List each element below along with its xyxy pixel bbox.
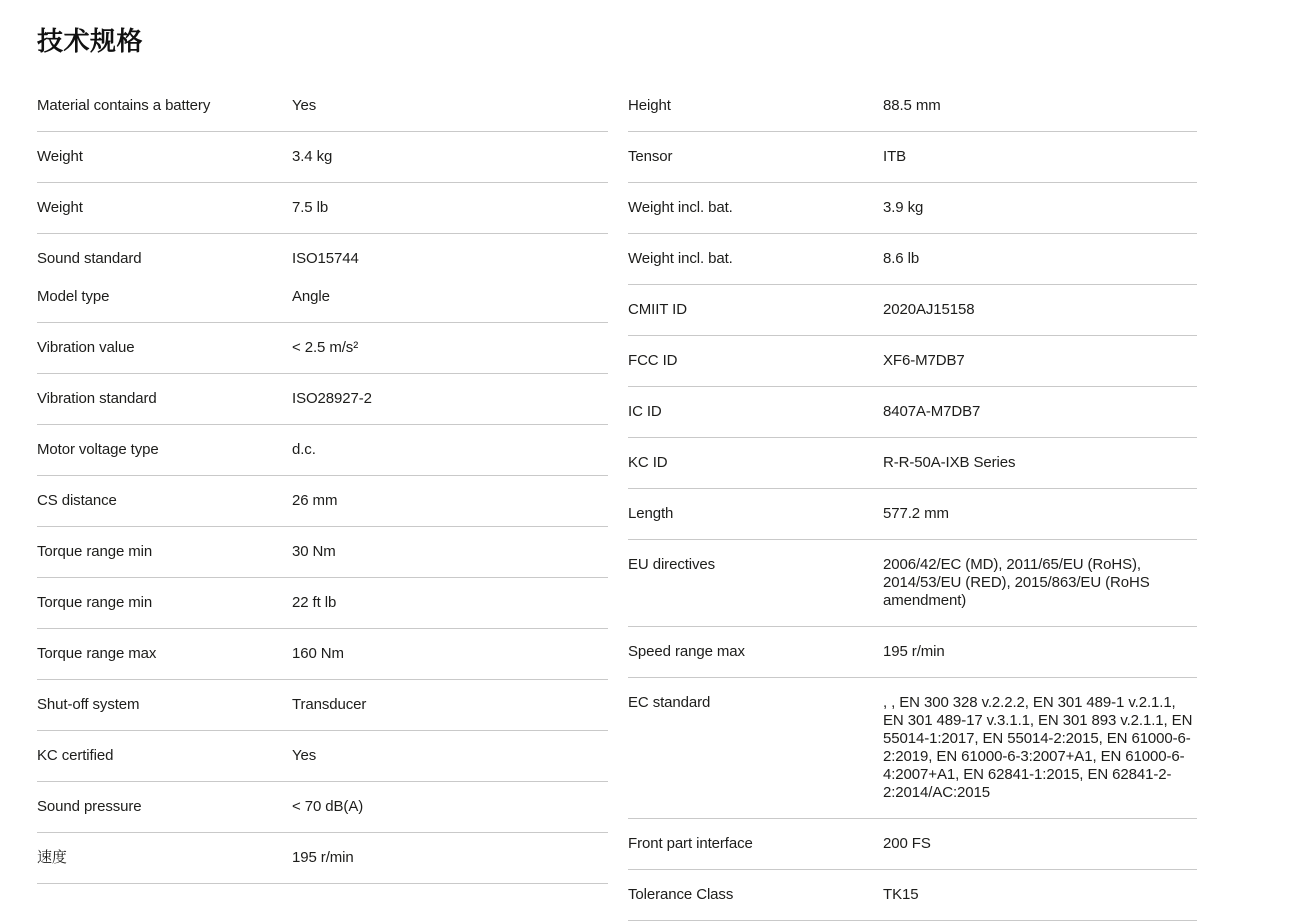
spec-value: d.c.: [292, 441, 316, 459]
spec-value: 3.4 kg: [292, 148, 333, 166]
spec-value: 160 Nm: [292, 645, 344, 663]
spec-label: Tensor: [628, 148, 673, 166]
spec-label: IC ID: [628, 403, 662, 421]
page-title: 技术规格: [37, 26, 144, 56]
spec-row: [628, 81, 1197, 132]
spec-value: 30 Nm: [292, 543, 336, 561]
spec-label: Weight incl. bat.: [628, 250, 733, 268]
spec-columns: [37, 81, 1293, 921]
spec-value: , , EN 300 328 v.2.2.2, EN 301 489-1 v.2.1.1, EN 301 489-17 v.3.1.1, EN 301 893 v.2.1.1, EN 55014-1:2017, EN 55014-2:2015, EN 61000-6-2:2019, EN 61000-6-3:2007+A1, EN 61000-6-4:2007+A1, EN 62841-1:2015, EN 62841-2-2:2014/AC:2015: [883, 694, 1193, 802]
spec-label: Sound pressure: [37, 798, 142, 816]
spec-label: Model type: [37, 288, 110, 306]
spec-row: [37, 425, 608, 476]
spec-value: Yes: [292, 97, 317, 115]
spec-label: CMIIT ID: [628, 301, 687, 319]
spec-value: 8.6 lb: [883, 250, 920, 268]
spec-label: CS distance: [37, 492, 117, 510]
spec-row: [628, 438, 1197, 489]
spec-value: 8407A-M7DB7: [883, 403, 981, 421]
spec-row: [37, 629, 608, 680]
spec-row: [37, 680, 608, 731]
spec-column-left: [37, 81, 608, 884]
spec-label: Torque range min: [37, 543, 153, 561]
spec-row: [628, 336, 1197, 387]
spec-label: Weight incl. bat.: [628, 199, 733, 217]
spec-value: XF6-M7DB7: [883, 352, 965, 370]
spec-label: KC certified: [37, 747, 114, 765]
spec-label: Sound standard: [37, 250, 142, 268]
spec-row: [628, 285, 1197, 336]
spec-value: Angle: [292, 288, 330, 306]
spec-value: Yes: [292, 747, 317, 765]
spec-label: Torque range max: [37, 645, 157, 663]
spec-label: Torque range min: [37, 594, 153, 612]
spec-value: 26 mm: [292, 492, 338, 510]
spec-row: [37, 731, 608, 782]
spec-row: [37, 81, 608, 132]
spec-value: 577.2 mm: [883, 505, 949, 523]
spec-row: [37, 833, 608, 884]
spec-label: Material contains a battery: [37, 97, 211, 115]
spec-value: 195 r/min: [883, 643, 945, 661]
spec-row: [37, 183, 608, 234]
spec-value: 88.5 mm: [883, 97, 941, 115]
spec-label: EC standard: [628, 694, 711, 712]
spec-label: Motor voltage type: [37, 441, 159, 459]
spec-value: 2006/42/EC (MD), 2011/65/EU (RoHS), 2014/53/EU (RED), 2015/863/EU (RoHS amendment): [883, 556, 1150, 610]
spec-value: 195 r/min: [292, 849, 354, 867]
spec-row: [37, 374, 608, 425]
spec-value: ITB: [883, 148, 907, 166]
spec-value: ISO28927-2: [292, 390, 372, 408]
spec-value: Transducer: [292, 696, 367, 714]
spec-row: [37, 527, 608, 578]
spec-value: TK15: [883, 886, 919, 904]
spec-row: [628, 678, 1197, 819]
spec-row: [37, 476, 608, 527]
spec-label: Vibration value: [37, 339, 135, 357]
spec-row: [37, 578, 608, 629]
spec-value: ISO15744: [292, 250, 359, 268]
spec-label: Speed range max: [628, 643, 745, 661]
spec-label: Vibration standard: [37, 390, 157, 408]
spec-label: FCC ID: [628, 352, 678, 370]
spec-row: [37, 132, 608, 183]
spec-row: [628, 132, 1197, 183]
spec-label: Weight: [37, 199, 83, 217]
spec-label: Shut-off system: [37, 696, 140, 714]
spec-label: EU directives: [628, 556, 716, 574]
spec-label: Height: [628, 97, 671, 115]
spec-value: 7.5 lb: [292, 199, 329, 217]
spec-label: Length: [628, 505, 674, 523]
spec-value: < 2.5 m/s²: [292, 339, 359, 357]
spec-label: KC ID: [628, 454, 668, 472]
spec-row: [628, 183, 1197, 234]
spec-row: [628, 234, 1197, 285]
spec-column-right: [628, 81, 1197, 921]
spec-value: 3.9 kg: [883, 199, 924, 217]
spec-label: 速度: [37, 849, 67, 867]
spec-row: [37, 782, 608, 833]
spec-label: Weight: [37, 148, 83, 166]
spec-value: < 70 dB(A): [292, 798, 364, 816]
spec-value: 200 FS: [883, 835, 931, 853]
spec-row: [628, 489, 1197, 540]
spec-row: [37, 323, 608, 374]
spec-row: [37, 234, 608, 272]
spec-row: [628, 819, 1197, 870]
spec-value: 22 ft lb: [292, 594, 337, 612]
spec-row: [628, 540, 1197, 627]
spec-value: R-R-50A-IXB Series: [883, 454, 1016, 472]
spec-label: Front part interface: [628, 835, 753, 853]
spec-row: [628, 627, 1197, 678]
spec-value: 2020AJ15158: [883, 301, 975, 319]
spec-label: Tolerance Class: [628, 886, 734, 904]
spec-row: [37, 272, 608, 323]
spec-row: [628, 387, 1197, 438]
